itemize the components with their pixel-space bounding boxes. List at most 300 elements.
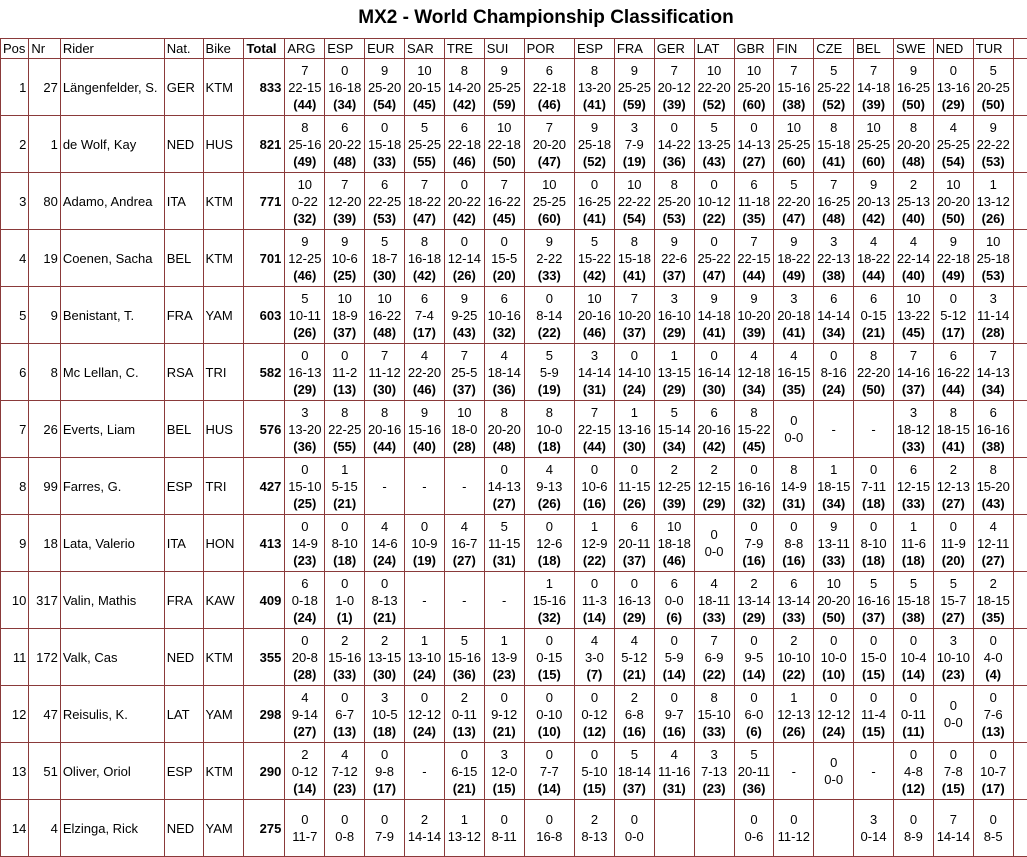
race-points: 3 <box>974 290 1013 307</box>
race-total: (35) <box>735 210 774 227</box>
race-total: (24) <box>814 381 853 398</box>
race-result-cell <box>524 686 574 743</box>
race-result-cell <box>524 59 574 116</box>
row-nr: 8 <box>29 344 60 401</box>
heat-scores: 15-16 <box>405 421 444 438</box>
race-result-cell <box>444 59 484 116</box>
header-race: SAR <box>405 39 445 59</box>
race-result-cell <box>444 344 484 401</box>
table-row <box>1 173 1027 230</box>
race-total: (39) <box>655 495 694 512</box>
heat-scores: 20-15 <box>405 79 444 96</box>
heat-scores: 12-12 <box>405 706 444 723</box>
race-result-cell <box>734 743 774 800</box>
heat-scores: 0-0 <box>774 429 813 446</box>
race-result-cell <box>854 116 894 173</box>
heat-scores: 11-9 <box>934 535 973 552</box>
race-result-cell <box>973 230 1013 287</box>
heat-scores: 6-15 <box>445 763 484 780</box>
row-bike: YAM <box>203 800 244 857</box>
race-points: 7 <box>894 347 933 364</box>
race-points: 0 <box>894 689 933 706</box>
race-total: (60) <box>525 210 574 227</box>
heat-scores: 9-25 <box>445 307 484 324</box>
race-total: (60) <box>774 153 813 170</box>
race-result-cell <box>854 173 894 230</box>
heat-scores: 14-18 <box>854 79 893 96</box>
race-result-cell <box>814 515 854 572</box>
race-total: (18) <box>525 552 574 569</box>
race-result-cell <box>933 401 973 458</box>
race-points: 7 <box>285 62 324 79</box>
race-points: 7 <box>485 176 524 193</box>
heat-scores: 22-6 <box>655 250 694 267</box>
header-race: GBR <box>734 39 774 59</box>
race-result-cell <box>973 116 1013 173</box>
race-result-cell <box>694 116 734 173</box>
heat-scores: 16-13 <box>615 592 654 609</box>
table-row <box>1 743 1027 800</box>
heat-scores: 5-10 <box>575 763 614 780</box>
race-result-cell <box>285 629 325 686</box>
race-total: (12) <box>894 780 933 797</box>
race-points: 0 <box>405 689 444 706</box>
race-total: (23) <box>325 780 364 797</box>
race-points: 4 <box>854 233 893 250</box>
heat-scores: 14-22 <box>655 136 694 153</box>
race-total: (39) <box>655 96 694 113</box>
race-total: (26) <box>445 267 484 284</box>
race-points: 0 <box>285 461 324 478</box>
race-total: (21) <box>485 723 524 740</box>
race-result-cell <box>405 458 445 515</box>
race-result-cell <box>614 743 654 800</box>
race-total: (20) <box>934 552 973 569</box>
race-points: 0 <box>695 176 734 193</box>
race-points: 0 <box>735 811 774 828</box>
race-total: (25) <box>325 267 364 284</box>
heat-scores: 25-25 <box>615 79 654 96</box>
table-row <box>1 800 1027 857</box>
race-total: (27) <box>974 552 1013 569</box>
race-total: (37) <box>655 267 694 284</box>
race-points: 9 <box>774 233 813 250</box>
race-total: (45) <box>405 96 444 113</box>
table-row <box>1 230 1027 287</box>
race-total: (53) <box>974 153 1013 170</box>
heat-scores: 20-25 <box>974 79 1013 96</box>
race-points: 0 <box>894 811 933 828</box>
race-total: (37) <box>445 381 484 398</box>
race-result-cell <box>285 743 325 800</box>
heat-scores: 5-9 <box>525 364 574 381</box>
row-nr: 26 <box>29 401 60 458</box>
heat-scores: 11-12 <box>365 364 404 381</box>
heat-scores: 16-16 <box>735 478 774 495</box>
race-result-cell <box>1013 800 1027 857</box>
race-points: 0 <box>854 632 893 649</box>
race-result-cell <box>814 743 854 800</box>
race-total: (46) <box>405 381 444 398</box>
race-total: (53) <box>365 210 404 227</box>
race-total: (31) <box>774 495 813 512</box>
row-total: 298 <box>244 686 285 743</box>
row-total: 427 <box>244 458 285 515</box>
heat-scores: 0-11 <box>894 706 933 723</box>
race-total: (22) <box>774 666 813 683</box>
race-result-cell <box>325 572 365 629</box>
row-pos: 12 <box>1 686 29 743</box>
row-bike: HUS <box>203 401 244 458</box>
race-total: (41) <box>575 210 614 227</box>
heat-scores: 0-15 <box>854 307 893 324</box>
race-points: 3 <box>894 404 933 421</box>
race-points: 4 <box>405 347 444 364</box>
race-total: (50) <box>814 609 853 626</box>
race-total: (40) <box>405 438 444 455</box>
race-points: 2 <box>405 811 444 828</box>
race-total: (54) <box>934 153 973 170</box>
race-total: (41) <box>575 96 614 113</box>
race-result-cell <box>405 287 445 344</box>
race-points: 1 <box>575 518 614 535</box>
race-points: 0 <box>934 746 973 763</box>
heat-scores: 25-22 <box>814 79 853 96</box>
heat-scores: 8-13 <box>575 828 614 845</box>
race-points: 1 <box>445 811 484 828</box>
race-total: (34) <box>655 438 694 455</box>
heat-scores: 18-22 <box>854 250 893 267</box>
race-points: 3 <box>934 632 973 649</box>
heat-scores: 12-25 <box>285 250 324 267</box>
race-result-cell <box>444 458 484 515</box>
race-result-cell <box>524 572 574 629</box>
race-points: - <box>405 592 444 609</box>
race-points: 0 <box>735 518 774 535</box>
heat-scores: 7-6 <box>974 706 1013 723</box>
race-result-cell <box>405 173 445 230</box>
race-total: (21) <box>365 609 404 626</box>
heat-scores: 9-14 <box>285 706 324 723</box>
race-result-cell <box>973 287 1013 344</box>
race-result-cell <box>774 629 814 686</box>
race-points: 0 <box>655 689 694 706</box>
race-points: 7 <box>695 632 734 649</box>
heat-scores: 12-14 <box>445 250 484 267</box>
heat-scores: 15-5 <box>485 250 524 267</box>
race-result-cell <box>484 344 524 401</box>
header-race: SUI <box>484 39 524 59</box>
race-points: 10 <box>735 62 774 79</box>
race-points: 6 <box>974 404 1013 421</box>
heat-scores: 14-13 <box>735 136 774 153</box>
race-result-cell <box>973 173 1013 230</box>
race-points: 4 <box>325 746 364 763</box>
race-result-cell <box>973 800 1013 857</box>
race-result-cell <box>654 401 694 458</box>
heat-scores: 16-7 <box>445 535 484 552</box>
race-result-cell <box>654 515 694 572</box>
heat-scores: 13-25 <box>695 136 734 153</box>
race-result-cell <box>575 743 615 800</box>
race-total: (28) <box>445 438 484 455</box>
heat-scores: 25-25 <box>525 193 574 210</box>
race-total: (16) <box>735 552 774 569</box>
race-result-cell <box>484 743 524 800</box>
race-result-cell <box>575 629 615 686</box>
header-race: TRE <box>444 39 484 59</box>
race-result-cell <box>734 515 774 572</box>
race-total: (16) <box>655 723 694 740</box>
race-result-cell <box>325 800 365 857</box>
heat-scores: 16-18 <box>325 79 364 96</box>
race-points: - <box>774 763 813 780</box>
race-result-cell <box>654 572 694 629</box>
race-total: (26) <box>285 324 324 341</box>
race-points: - <box>405 478 444 495</box>
race-total: (18) <box>525 438 574 455</box>
race-result-cell <box>894 629 934 686</box>
race-points: 7 <box>774 62 813 79</box>
race-points: 4 <box>285 689 324 706</box>
race-points: 0 <box>934 62 973 79</box>
heat-scores: 14-6 <box>365 535 404 552</box>
race-points: 7 <box>854 62 893 79</box>
heat-scores: 16-14 <box>695 364 734 381</box>
race-total: (44) <box>365 438 404 455</box>
race-result-cell <box>734 230 774 287</box>
race-points: 7 <box>655 62 694 79</box>
race-result-cell <box>575 686 615 743</box>
race-result-cell <box>1013 287 1027 344</box>
race-total: (43) <box>445 324 484 341</box>
race-total: (15) <box>854 723 893 740</box>
heat-scores: 13-20 <box>575 79 614 96</box>
race-points: 3 <box>285 404 324 421</box>
race-result-cell <box>734 344 774 401</box>
race-total: (44) <box>735 267 774 284</box>
heat-scores: 11-15 <box>615 478 654 495</box>
race-result-cell <box>814 344 854 401</box>
race-result-cell <box>444 173 484 230</box>
race-points: 9 <box>735 290 774 307</box>
row-nr: 172 <box>29 629 60 686</box>
race-result-cell <box>325 173 365 230</box>
row-rider: de Wolf, Kay <box>60 116 164 173</box>
race-points: 0 <box>655 119 694 136</box>
heat-scores: 20-16 <box>695 421 734 438</box>
heat-scores: 13-14 <box>735 592 774 609</box>
heat-scores: 9-5 <box>735 649 774 666</box>
race-points: 0 <box>575 461 614 478</box>
race-total: (6) <box>655 609 694 626</box>
race-points: 4 <box>615 632 654 649</box>
race-result-cell <box>774 230 814 287</box>
race-points: 0 <box>365 575 404 592</box>
race-total: (29) <box>934 96 973 113</box>
race-result-cell <box>814 59 854 116</box>
race-points: 5 <box>575 233 614 250</box>
row-rider: Coenen, Sacha <box>60 230 164 287</box>
race-total: (14) <box>285 780 324 797</box>
race-points: 5 <box>854 575 893 592</box>
race-total: (54) <box>615 210 654 227</box>
race-points: 8 <box>735 404 774 421</box>
race-total: (6) <box>735 723 774 740</box>
row-bike: KTM <box>203 743 244 800</box>
row-rider: Oliver, Oriol <box>60 743 164 800</box>
race-total: (15) <box>575 780 614 797</box>
race-points: 7 <box>575 404 614 421</box>
race-points: 1 <box>405 632 444 649</box>
race-result-cell <box>325 230 365 287</box>
race-result-cell <box>894 686 934 743</box>
race-result-cell <box>894 572 934 629</box>
race-result-cell <box>973 743 1013 800</box>
race-total: (46) <box>445 153 484 170</box>
heat-scores: 14-10 <box>615 364 654 381</box>
race-total: (31) <box>655 780 694 797</box>
race-total: (18) <box>365 723 404 740</box>
header-race: ARG <box>285 39 325 59</box>
race-points: 2 <box>445 689 484 706</box>
race-points: 4 <box>934 119 973 136</box>
race-result-cell <box>694 458 734 515</box>
heat-scores: 8-14 <box>525 307 574 324</box>
heat-scores: 18-15 <box>934 421 973 438</box>
race-total: (35) <box>974 609 1013 626</box>
race-points: 8 <box>774 461 813 478</box>
heat-scores: 0-15 <box>525 649 574 666</box>
race-total: (59) <box>615 96 654 113</box>
race-points: 5 <box>655 404 694 421</box>
race-total: (53) <box>974 267 1013 284</box>
race-total: (21) <box>615 666 654 683</box>
row-nr: 19 <box>29 230 60 287</box>
row-rider: Valk, Cas <box>60 629 164 686</box>
row-nr: 51 <box>29 743 60 800</box>
heat-scores: 25-25 <box>485 79 524 96</box>
table-row <box>1 686 1027 743</box>
race-result-cell <box>285 173 325 230</box>
race-points: 0 <box>695 347 734 364</box>
race-total: (52) <box>695 96 734 113</box>
race-result-cell <box>1013 458 1027 515</box>
heat-scores: 14-16 <box>894 364 933 381</box>
race-result-cell <box>325 629 365 686</box>
heat-scores: 20-20 <box>934 193 973 210</box>
race-result-cell <box>1013 401 1027 458</box>
row-bike: YAM <box>203 686 244 743</box>
race-points: 0 <box>934 518 973 535</box>
heat-scores: 20-13 <box>854 193 893 210</box>
heat-scores: 10-0 <box>525 421 574 438</box>
race-points: 0 <box>485 689 524 706</box>
race-result-cell <box>694 515 734 572</box>
race-points: 10 <box>525 176 574 193</box>
race-points: 8 <box>695 689 734 706</box>
race-total: (44) <box>575 438 614 455</box>
race-total: (28) <box>974 324 1013 341</box>
race-points: 3 <box>695 746 734 763</box>
heat-scores: 22-18 <box>485 136 524 153</box>
race-total: (43) <box>695 153 734 170</box>
race-total: (44) <box>934 381 973 398</box>
race-result-cell <box>614 59 654 116</box>
row-bike: KTM <box>203 59 244 116</box>
race-result-cell <box>484 686 524 743</box>
race-total: (60) <box>735 96 774 113</box>
race-result-cell <box>484 59 524 116</box>
race-total: (14) <box>655 666 694 683</box>
race-result-cell <box>774 800 814 857</box>
race-total: (26) <box>525 495 574 512</box>
race-points: 5 <box>934 575 973 592</box>
heat-scores: 13-20 <box>285 421 324 438</box>
heat-scores: 7-13 <box>695 763 734 780</box>
race-result-cell <box>405 116 445 173</box>
heat-scores: 0-0 <box>615 828 654 845</box>
race-points: 8 <box>934 404 973 421</box>
race-result-cell <box>894 458 934 515</box>
race-total: (48) <box>365 324 404 341</box>
race-result-cell <box>894 800 934 857</box>
header-bike: Bike <box>203 39 244 59</box>
race-result-cell <box>734 572 774 629</box>
race-points: 0 <box>405 518 444 535</box>
race-result-cell <box>1013 173 1027 230</box>
heat-scores: 18-7 <box>365 250 404 267</box>
race-points: 8 <box>814 119 853 136</box>
race-points: 8 <box>575 62 614 79</box>
race-result-cell <box>854 344 894 401</box>
race-points: 0 <box>445 746 484 763</box>
heat-scores: 16-25 <box>575 193 614 210</box>
header-row <box>1 39 1027 59</box>
race-total: (48) <box>894 153 933 170</box>
race-result-cell <box>405 515 445 572</box>
race-total: (19) <box>525 381 574 398</box>
race-total: (40) <box>894 210 933 227</box>
race-points: 0 <box>285 811 324 828</box>
row-total: 275 <box>244 800 285 857</box>
race-points: 1 <box>974 176 1013 193</box>
heat-scores: 18-0 <box>445 421 484 438</box>
race-total: (15) <box>854 666 893 683</box>
race-result-cell <box>444 116 484 173</box>
race-result-cell <box>894 59 934 116</box>
heat-scores: 9-7 <box>655 706 694 723</box>
race-total: (55) <box>325 438 364 455</box>
race-total: (42) <box>405 267 444 284</box>
race-result-cell <box>524 344 574 401</box>
heat-scores: 20-22 <box>325 136 364 153</box>
race-points: 8 <box>974 461 1013 478</box>
heat-scores: 25-22 <box>695 250 734 267</box>
heat-scores: 12-15 <box>894 478 933 495</box>
heat-scores: 12-9 <box>575 535 614 552</box>
race-points: - <box>854 421 893 438</box>
race-points: 0 <box>934 290 973 307</box>
race-result-cell <box>654 116 694 173</box>
heat-scores: 13-11 <box>814 535 853 552</box>
race-result-cell <box>365 401 405 458</box>
row-rider: Elzinga, Rick <box>60 800 164 857</box>
race-result-cell <box>694 800 734 857</box>
race-points: 1 <box>485 632 524 649</box>
race-total: (42) <box>575 267 614 284</box>
race-result-cell <box>854 572 894 629</box>
